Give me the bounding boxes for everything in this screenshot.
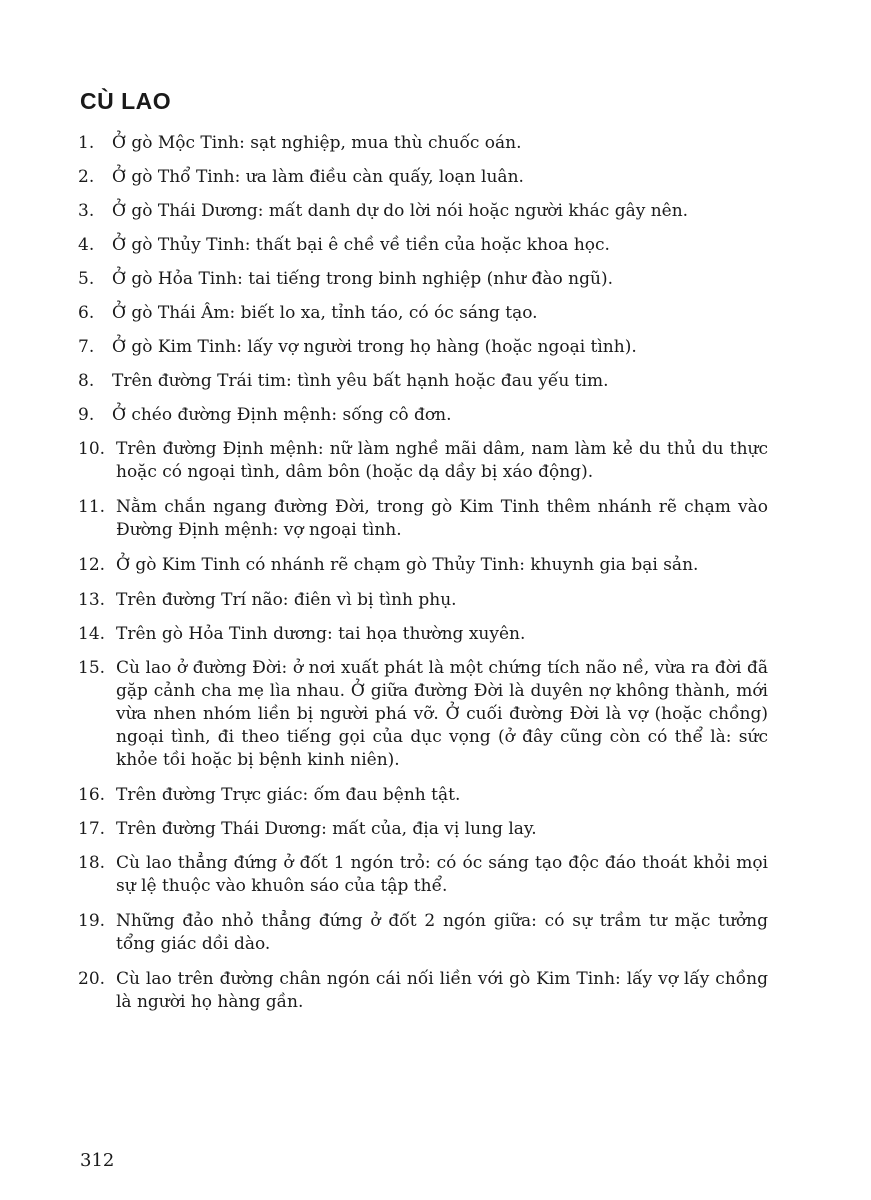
item-number: 3.	[78, 201, 95, 221]
item-number: 4.	[78, 235, 95, 255]
list-item	[78, 496, 768, 542]
list-item	[78, 268, 768, 291]
list-item	[78, 234, 768, 257]
item-text: Trên đường Thái Dương: mất của, địa vị lung lay.	[116, 819, 537, 839]
item-number: 10.	[78, 439, 106, 459]
list-item	[78, 910, 768, 956]
item-number: 16.	[78, 785, 106, 805]
list-item	[78, 404, 768, 427]
item-text: Trên gò Hỏa Tinh dương: tai họa thường xuyên.	[116, 624, 526, 644]
item-number: 17.	[78, 819, 106, 839]
item-text: Ở chéo đường Định mệnh: sống cô đơn.	[112, 405, 452, 425]
page-number: 312	[80, 1150, 115, 1171]
item-text: Cù lao trên đường chân ngón cái nối liền với gò Kim Tinh: lấy vợ lấy chồng là người họ hàng gần.	[116, 969, 768, 1012]
list-item	[78, 968, 768, 1014]
item-text: Trên đường Trí não: điên vì bị tình phụ.	[116, 590, 457, 610]
item-number: 5.	[78, 269, 95, 289]
item-text: Ở gò Thủy Tinh: thất bại ê chề về tiền của hoặc khoa học.	[112, 235, 610, 255]
item-number: 12.	[78, 555, 106, 575]
list-item	[78, 589, 768, 612]
item-text: Ở gò Thái Âm: biết lo xa, tỉnh táo, có óc sáng tạo.	[112, 303, 538, 323]
item-text: Trên đường Trái tim: tình yêu bất hạnh hoặc đau yếu tim.	[112, 371, 609, 391]
item-text: Trên đường Định mệnh: nữ làm nghề mãi dâm, nam làm kẻ du thủ du thực hoặc có ngoại tình, dâm bôn (hoặc dạ dầy bị xáo động).	[116, 439, 768, 482]
item-text: Ở gò Thổ Tinh: ưa làm điều càn quấy, loạn luân.	[112, 167, 524, 187]
item-text: Ở gò Mộc Tinh: sạt nghiệp, mua thù chuốc oán.	[112, 133, 522, 153]
item-number: 9.	[78, 405, 95, 425]
list-item	[78, 818, 768, 841]
item-text: Ở gò Thái Dương: mất danh dự do lời nói hoặc người khác gây nên.	[112, 201, 689, 221]
list-item	[78, 657, 768, 772]
item-number: 1.	[78, 133, 95, 153]
list-item	[78, 132, 768, 155]
section-title: CÙ LAO	[80, 88, 172, 114]
item-text: Nằm chắn ngang đường Đời, trong gò Kim Tinh thêm nhánh rẽ chạm vào Đường Định mệnh: vợ ngoại tình.	[116, 497, 768, 540]
list-item	[78, 784, 768, 807]
entry-list	[78, 132, 768, 1026]
list-item	[78, 554, 768, 577]
item-number: 13.	[78, 590, 106, 610]
item-number: 20.	[78, 969, 106, 989]
item-text: Ở gò Kim Tinh: lấy vợ người trong họ hàng (hoặc ngoại tình).	[112, 337, 637, 357]
list-item	[78, 302, 768, 325]
item-text: Những đảo nhỏ thẳng đứng ở đốt 2 ngón giữa: có sự trầm tư mặc tưởng tổng giác dồi dào.	[116, 911, 768, 954]
item-number: 11.	[78, 497, 106, 517]
item-number: 2.	[78, 167, 95, 187]
item-number: 6.	[78, 303, 95, 323]
item-number: 18.	[78, 853, 106, 873]
list-item	[78, 336, 768, 359]
item-number: 19.	[78, 911, 106, 931]
list-item	[78, 623, 768, 646]
item-text: Ở gò Kim Tinh có nhánh rẽ chạm gò Thủy Tinh: khuynh gia bại sản.	[116, 555, 699, 575]
item-number: 8.	[78, 371, 95, 391]
list-item	[78, 370, 768, 393]
item-number: 14.	[78, 624, 106, 644]
item-number: 15.	[78, 658, 106, 678]
item-text: Trên đường Trực giác: ốm đau bệnh tật.	[116, 785, 461, 805]
list-item	[78, 438, 768, 484]
list-item	[78, 200, 768, 223]
list-item	[78, 852, 768, 898]
item-text: Ở gò Hỏa Tinh: tai tiếng trong binh nghiệp (như đào ngũ).	[112, 269, 614, 289]
item-text: Cù lao thẳng đứng ở đốt 1 ngón trỏ: có óc sáng tạo độc đáo thoát khỏi mọi sự lệ thuộc vào khuôn sáo của tập thể.	[116, 853, 768, 896]
item-number: 7.	[78, 337, 95, 357]
item-text: Cù lao ở đường Đời: ở nơi xuất phát là một chứng tích não nề, vừa ra đời đã gặp cảnh cha mẹ lìa nhau. Ở giữa đường Đời là duyên nợ không thành, mới vừa nhen nhóm liền bị người phá vỡ. Ở cuối đường Đời là vợ (hoặc chồng) ngoại tình, đi theo tiếng gọi của dục vọng (ở đây cũng còn có thể là: sức khỏe tồi hoặc bị bệnh kinh niên).	[116, 658, 768, 770]
list-item	[78, 166, 768, 189]
